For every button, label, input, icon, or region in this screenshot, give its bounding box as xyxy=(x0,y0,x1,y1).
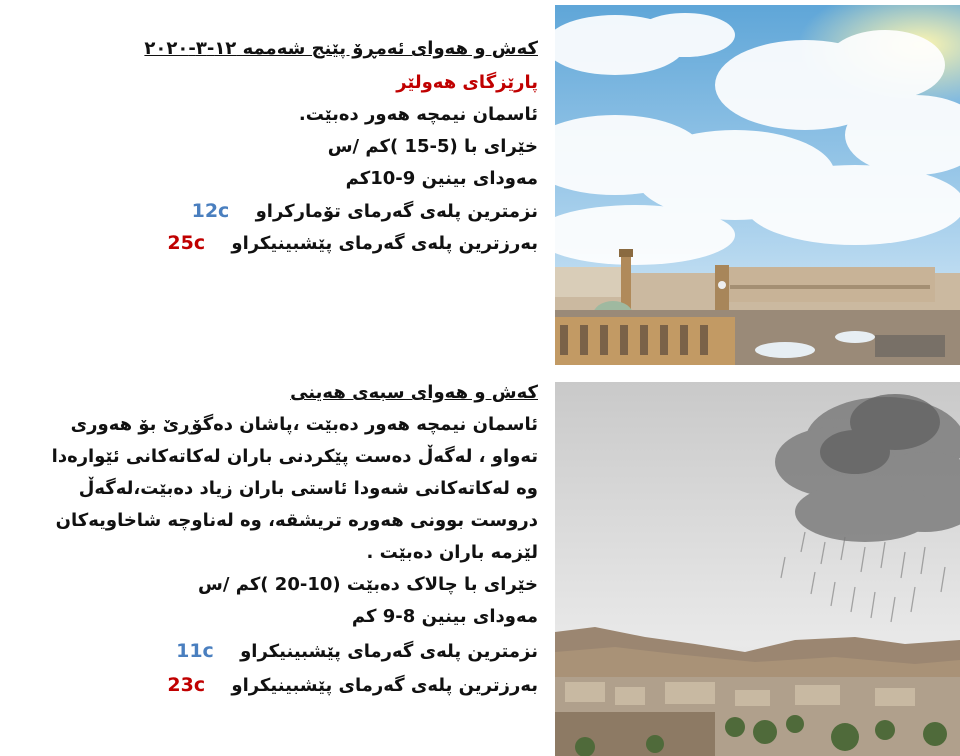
tomorrow-max-temp-row xyxy=(167,672,538,699)
province-name: پارێزگای هەولێر xyxy=(396,72,538,93)
tomorrow-forecast xyxy=(40,380,538,710)
visibility: مەودای بینین 9-10کم xyxy=(345,168,538,189)
min-temp-row xyxy=(192,198,538,225)
tomorrow-line-1: ئاسمان نیمچە هەور دەبێت ،پاشان دەگۆڕێ بۆ هەوری xyxy=(70,414,538,435)
tomorrow-max-temp-value: 23c xyxy=(167,674,206,696)
erbil-city-photo xyxy=(555,5,960,365)
max-temp-row xyxy=(167,230,538,257)
min-temp-label: نزمترین پلەی گەرمای تۆمارکراو xyxy=(255,201,538,222)
tomorrow-visibility: مەودای بینین 8-9 کم xyxy=(351,606,538,627)
today-forecast xyxy=(40,36,538,266)
tomorrow-title: کەش و هەوای سبەی هەینی xyxy=(290,382,538,403)
tomorrow-line-4: دروست بوونی هەورە تریشقە، وە لەناوچە شاخاویەکان xyxy=(55,510,538,531)
max-temp-label: بەرزترین پلەی گەرمای پێشبینیکراو xyxy=(231,233,538,254)
tomorrow-min-temp-value: 11c xyxy=(176,640,214,662)
min-temp-value: 12c xyxy=(191,200,230,222)
wind-speed: خێرای با (5-15 )کم /س xyxy=(327,136,538,157)
tomorrow-line-3: وە لەکاتەکانی شەودا ئاستی باران زیاد دەبێت،لەگەڵ xyxy=(78,478,538,499)
tomorrow-line-2: تەواو ، لەگەڵ دەست پێکردنی باران لەکاتەکانی ئێوارەدا xyxy=(51,446,538,467)
tomorrow-line-5: لێزمە باران دەبێت . xyxy=(366,542,538,563)
tomorrow-min-temp-row xyxy=(176,638,538,665)
sky-condition: ئاسمان نیمچە هەور دەبێت. xyxy=(298,104,538,125)
tomorrow-max-temp-label: بەرزترین پلەی گەرمای پێشبینیکراو xyxy=(231,675,538,696)
tomorrow-wind-speed: خێرای با چالاک دەبێت (10-20 )کم /س xyxy=(198,574,538,595)
today-title: کەش و هەوای ئەمڕۆ پێنج شەممە ١٢-٣-٢٠٢٠ xyxy=(144,38,538,59)
tomorrow-min-temp-label: نزمترین پلەی گەرمای پێشبینیکراو xyxy=(240,641,538,662)
max-temp-value: 25c xyxy=(167,232,206,254)
rain-landscape-photo xyxy=(555,382,960,756)
